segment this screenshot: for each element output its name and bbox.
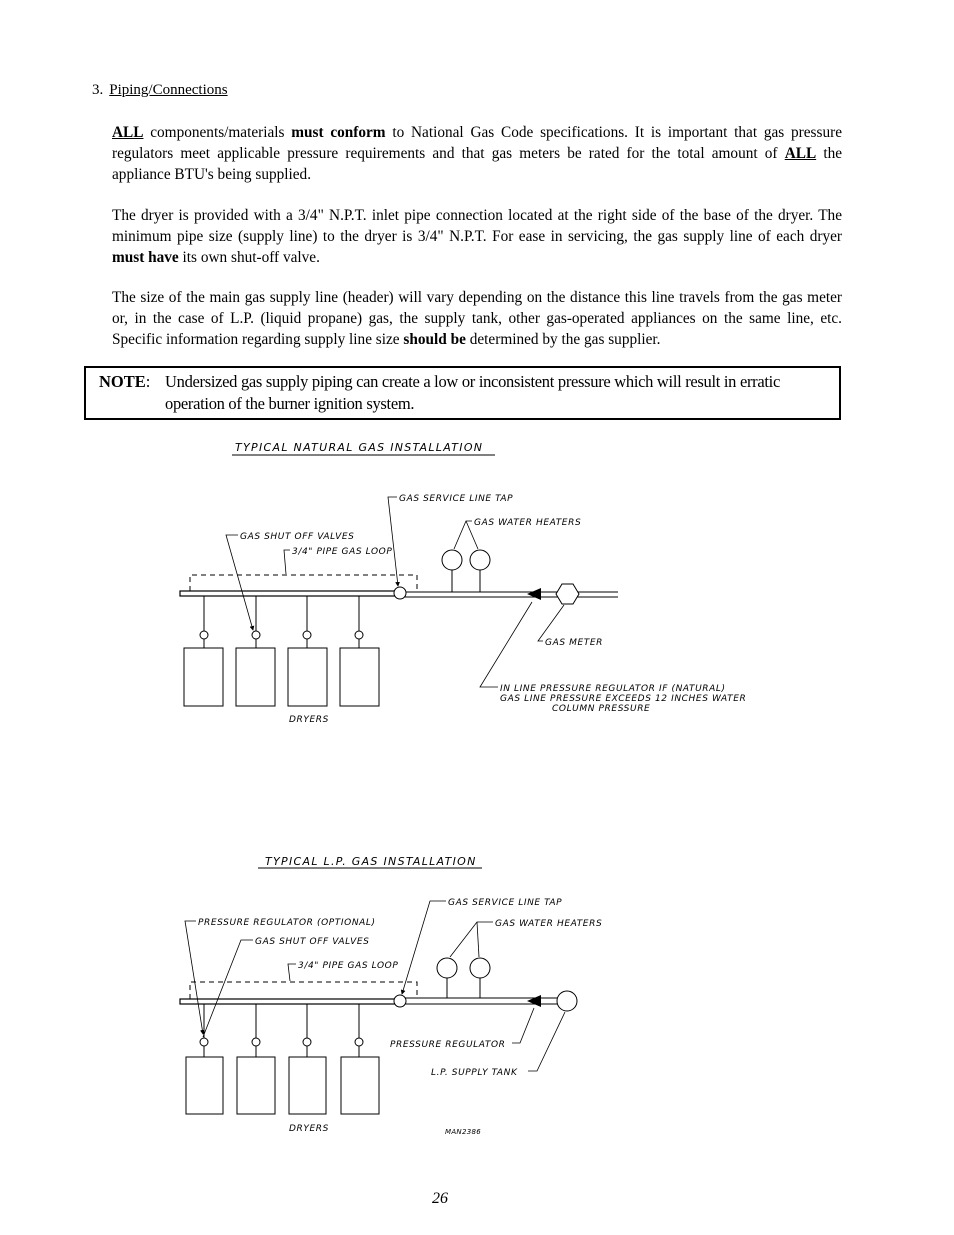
emphasis-should-be: should be [403,331,466,348]
emphasis-must-have: must have [112,249,179,266]
drawing-id: MAN2386 [445,1128,481,1136]
dryer [184,648,223,706]
label-shutoff-valves: GAS SHUT OFF VALVES [240,532,355,542]
text-run: its own shut-off valve. [178,249,320,266]
shutoff-valve [252,1038,260,1046]
gas-meter-symbol [556,584,579,604]
label-dryers: DRYERS [289,715,329,725]
section-number: 3. [92,82,104,98]
label-regulator-2: GAS LINE PRESSURE EXCEEDS 12 INCHES WATER [500,694,747,704]
text-run: components/materials [143,124,292,141]
natural-gas-diagram [180,441,746,725]
emphasis-all-2: ALL [784,145,817,162]
dryer [236,648,275,706]
text-run: determined by the gas supplier. [465,331,661,348]
note-colon: : [145,372,151,391]
dryer [186,1057,223,1114]
label-supply-tank: L.P. SUPPLY TANK [431,1068,518,1078]
emphasis-must-conform: must conform [291,124,386,141]
label-gas-meter: GAS METER [545,638,603,648]
water-heater-2 [470,550,490,570]
header-pipe [180,999,398,1004]
label-pressure-regulator: PRESSURE REGULATOR [390,1040,506,1050]
label-regulator-1: IN LINE PRESSURE REGULATOR IF (NATURAL) [500,684,726,694]
dryer-group [184,596,379,706]
shutoff-valve [355,631,363,639]
dryer [341,1057,379,1114]
water-heater-1 [437,958,457,978]
label-pressure-reg-optional: PRESSURE REGULATOR (OPTIONAL) [198,918,376,928]
dryer-group [186,1004,379,1114]
water-heater-2 [470,958,490,978]
shutoff-valve [355,1038,363,1046]
shutoff-valve [252,631,260,639]
label-service-tap: GAS SERVICE LINE TAP [448,898,563,908]
section-title: Piping/Connections [109,82,228,98]
water-heater-1 [442,550,462,570]
natural-gas-title: TYPICAL NATURAL GAS INSTALLATION [235,441,484,454]
label-water-heaters: GAS WATER HEATERS [474,518,582,528]
text-run: The dryer is provided with a 3/4" N.P.T. inlet pipe connection located at the right side of the base of the dryer. The minimum pipe size (supply line) to the dryer is 3/4" N.P.T. For ease in servicing, the gas supply line of each dryer [112,207,842,245]
dryer [288,648,327,706]
dryer [237,1057,275,1114]
dryer [289,1057,326,1114]
emphasis-all: ALL [112,124,144,141]
text-run: The size of the main gas supply line (header) will vary depending on the distance this line travels from the gas meter or, in the case of L.P. (liquid propane) gas, the supply tank, other gas-operated appliances on the same line, etc. Specific information regarding supply line size [112,289,842,348]
label-dryers: DRYERS [289,1124,329,1134]
shutoff-valve [303,1038,311,1046]
label-pipe-loop: 3/4" PIPE GAS LOOP [292,547,393,557]
label-regulator-3: COLUMN PRESSURE [552,704,651,714]
label-pipe-loop: 3/4" PIPE GAS LOOP [298,961,399,971]
header-pipe [180,591,398,596]
shutoff-valve [200,631,208,639]
note-label-text: NOTE [99,372,146,391]
label-water-heaters: GAS WATER HEATERS [495,919,603,929]
service-tap-symbol [394,995,406,1007]
label-service-tap: GAS SERVICE LINE TAP [399,494,514,504]
lp-supply-tank-symbol [557,991,577,1011]
pressure-regulator-symbol [527,588,541,600]
text-run: the appliance BTU's being supplied. [112,145,843,183]
lp-gas-title: TYPICAL L.P. GAS INSTALLATION [265,855,477,868]
lp-gas-diagram [180,855,602,1136]
dryer [340,648,379,706]
pipe-gas-loop [190,982,417,999]
pipe-gas-loop [190,575,417,591]
note-text: Undersized gas supply piping can create a low or inconsistent pressure which will result in erratic operation of the burner ignition system. [165,372,780,413]
shutoff-valve [303,631,311,639]
shutoff-valve [200,1038,208,1046]
label-shutoff-valves: GAS SHUT OFF VALVES [255,937,370,947]
service-tap-symbol [394,587,406,599]
pressure-regulator-symbol [527,995,541,1007]
page-number: 26 [432,1190,448,1207]
text-run: to National Gas Code specifications. It is important that gas pressure regulators meet applicable pressure requirements and that gas meters be rated for the total amount of [112,124,842,162]
